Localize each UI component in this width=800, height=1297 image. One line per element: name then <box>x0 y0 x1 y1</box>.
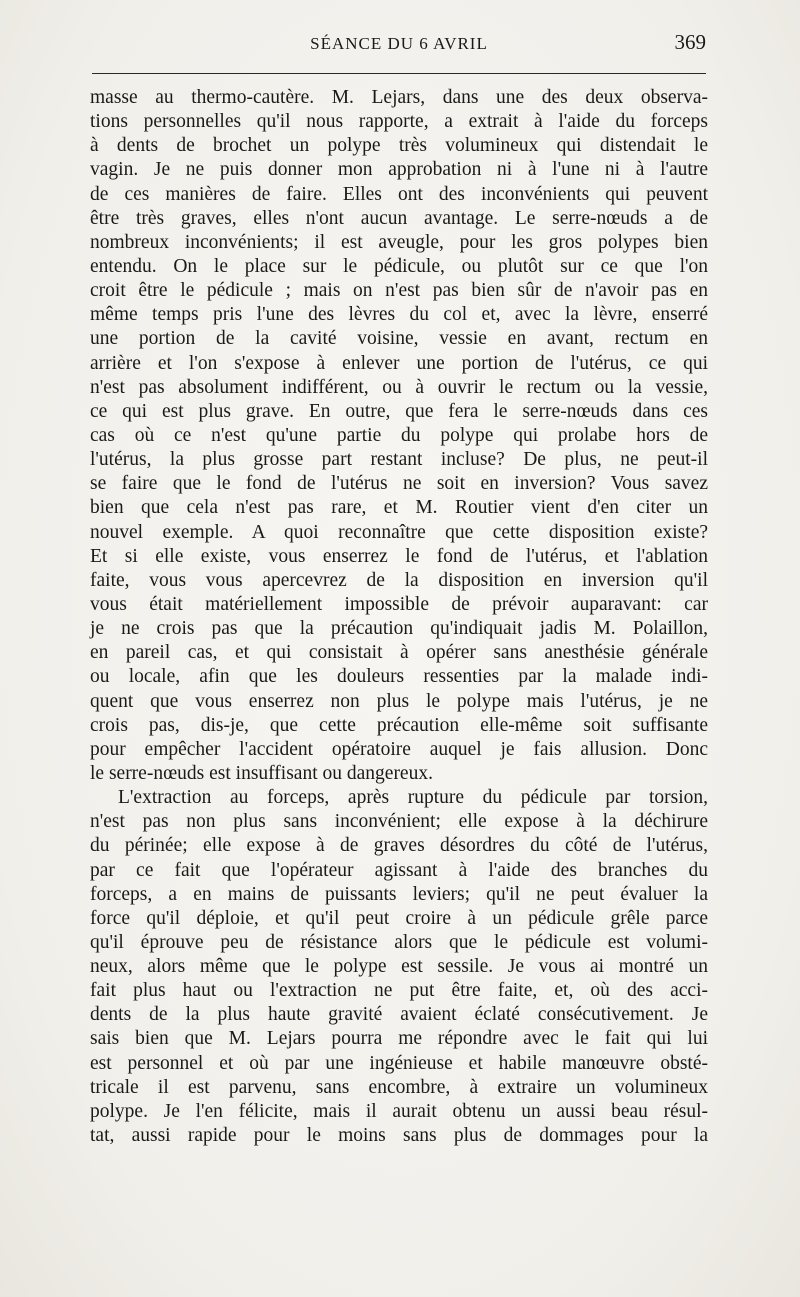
text-line: quent que vous enserrez non plus le polype mais l'utérus, je ne <box>90 690 708 712</box>
text-line: est personnel et où par une ingénieuse et habile manœuvre obsté- <box>90 1052 708 1074</box>
text-line: même temps pris l'une des lèvres du col et, avec la lèvre, enserré <box>90 304 708 326</box>
paragraph-end-line: le serre-nœuds est insuffisant ou dangereux. <box>90 762 433 784</box>
text-line: nouvel exemple. A quoi reconnaître que cette disposition existe? <box>90 521 708 543</box>
text-line: n'est pas absolument indifférent, ou à ouvrir le rectum ou la vessie, <box>90 376 708 398</box>
text-line: vous était matériellement impossible de prévoir auparavant: car <box>90 593 708 615</box>
text-line: par ce fait que l'opérateur agissant à l'aide des branches du <box>90 859 708 881</box>
text-line: qu'il éprouve peu de résistance alors que le pédicule est volumi- <box>90 931 708 953</box>
text-line: tions personnelles qu'il nous rapporte, a extrait à l'aide du forceps <box>90 111 708 133</box>
text-line: une portion de la cavité voisine, vessie en avant, rectum en <box>90 328 708 350</box>
text-line: polype. Je l'en félicite, mais il aurait obtenu un aussi beau résul- <box>90 1100 708 1122</box>
text-line: forceps, a en mains de puissants leviers; qu'il ne peut évaluer la <box>90 883 708 905</box>
text-line: tricale il est parvenu, sans encombre, à extraire un volumineux <box>90 1076 708 1098</box>
text-line: entendu. On le place sur le pédicule, ou plutôt sur ce que l'on <box>90 255 708 277</box>
text-line: dents de la plus haute gravité avaient éclaté consécutivement. Je <box>90 1004 708 1026</box>
text-line: ce qui est plus grave. En outre, que fera le serre-nœuds dans ces <box>90 400 708 422</box>
text-line: tat, aussi rapide pour le moins sans plus de dommages pour la <box>90 1125 708 1147</box>
text-line: se faire que le fond de l'utérus ne soit en inversion? Vous savez <box>90 473 708 495</box>
text-line: l'utérus, la plus grosse part restant incluse? De plus, ne peut-il <box>90 449 708 471</box>
text-line: pour empêcher l'accident opératoire auquel je fais allusion. Donc <box>90 738 708 760</box>
body-text <box>90 86 708 1148</box>
text-line: de ces manières de faire. Elles ont des inconvénients qui peuvent <box>90 183 708 205</box>
text-line: vagin. Je ne puis donner mon approbation ni à l'une ni à l'autre <box>90 159 708 181</box>
text-line: n'est pas non plus sans inconvénient; elle expose à la déchirure <box>90 811 708 833</box>
text-line: du périnée; elle expose à de graves désordres du côté de l'utérus, <box>90 835 708 857</box>
page-number: 369 <box>674 30 706 54</box>
text-line: croit être le pédicule ; mais on n'est pas bien sûr de n'avoir pas en <box>90 280 708 302</box>
text-line: nombreux inconvénients; il est aveugle, pour les gros polypes bien <box>90 231 708 253</box>
text-line: je ne crois pas que la précaution qu'indiquait jadis M. Polaillon, <box>90 618 708 640</box>
text-line: neux, alors même que le polype est sessile. Je vous ai montré un <box>90 956 708 978</box>
text-line: bien que cela n'est pas rare, et M. Routier vient d'en citer un <box>90 497 708 519</box>
text-line: cas où ce n'est qu'une partie du polype qui prolabe hors de <box>90 424 708 446</box>
text-line: faite, vous vous apercevrez de la disposition en inversion qu'il <box>90 569 708 591</box>
page-header <box>92 32 706 62</box>
text-line: ou locale, afin que les douleurs ressenties par la malade indi- <box>90 666 708 688</box>
text-line: crois pas, dis-je, que cette précaution elle-même soit suffisante <box>90 714 708 736</box>
text-line: être très graves, elles n'ont aucun avantage. Le serre-nœuds a de <box>90 207 708 229</box>
text-line: fait plus haut ou l'extraction ne put être faite, et, où des acci- <box>90 980 708 1002</box>
text-line: en pareil cas, et qui consistait à opérer sans anesthésie générale <box>90 642 708 664</box>
text-line: force qu'il déploie, et qu'il peut croire à un pédicule grêle parce <box>90 907 708 929</box>
running-title: SÉANCE DU 6 AVRIL <box>310 34 488 53</box>
header-rule <box>92 73 706 74</box>
paragraph-start-line: L'extraction au forceps, après rupture du pédicule par torsion, <box>118 787 708 809</box>
text-line: masse au thermo-cautère. M. Lejars, dans une des deux observa- <box>90 87 708 108</box>
text-line: sais bien que M. Lejars pourra me répondre avec le fait qui lui <box>90 1028 708 1050</box>
text-line: à dents de brochet un polype très volumineux qui distendait le <box>90 135 708 157</box>
text-line: Et si elle existe, vous enserrez le fond de l'utérus, et l'ablation <box>90 545 708 567</box>
text-line: arrière et l'on s'expose à enlever une portion de l'utérus, ce qui <box>90 352 708 374</box>
